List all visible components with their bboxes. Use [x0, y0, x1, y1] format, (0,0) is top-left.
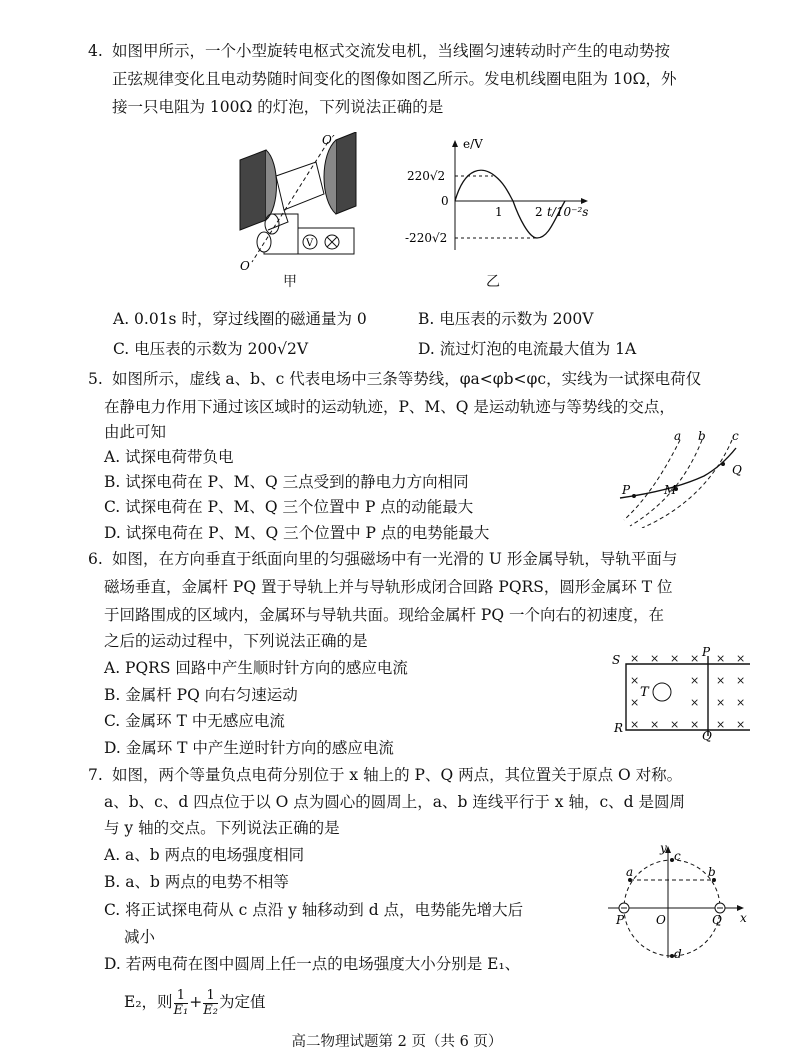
question-7-stem-line-2: a、b、c、d 四点位于以 O 点为圆心的圆周上，a、b 连线平行于 x 轴，c、d 是圆周 — [104, 793, 685, 811]
point-d-label: d — [674, 947, 682, 960]
magnetic-field-cross: × — [716, 718, 726, 731]
question-7-option-d-line-2 — [124, 984, 265, 1020]
fraction-1-over-e2 — [203, 989, 218, 1018]
point-a-label: a — [626, 865, 634, 879]
axis-label-o-prime: O′ — [322, 133, 335, 147]
fraction-1-over-e1 — [174, 989, 189, 1018]
question-5-option-c[interactable]: C. 试探电荷在 P、M、Q 三个位置中 P 点的动能最大 — [104, 498, 474, 516]
question-5-stem-line-3: 由此可知 — [104, 423, 167, 441]
fraction-2-denominator: E₂ — [203, 1002, 218, 1018]
magnetic-field-cross: × — [716, 674, 726, 687]
magnetic-field-cross: × — [650, 652, 660, 665]
origin-o-label: O — [656, 913, 666, 927]
magnetic-field-cross: × — [690, 652, 700, 665]
magnetic-field-cross: × — [670, 652, 680, 665]
emf-graph-ylabel: e/V — [463, 138, 483, 151]
question-5-number: 5. — [88, 370, 103, 388]
magnetic-field-cross: × — [736, 652, 746, 665]
emf-graph-xtick-1: 1 — [495, 205, 503, 219]
generator-figure — [228, 132, 358, 292]
point-c-label: c — [674, 849, 681, 863]
magnetic-field-cross: × — [736, 674, 746, 687]
question-7-option-b[interactable]: B. a、b 两点的电势不相等 — [104, 873, 289, 891]
voltmeter-label: V — [306, 238, 314, 249]
magnetic-field-cross: × — [690, 696, 700, 709]
magnetic-field-cross: × — [670, 718, 680, 731]
fraction-2-numerator: 1 — [203, 989, 218, 1004]
question-5-stem-line-1: 如图所示，虚线 a、b、c 代表电场中三条等势线，φa<φb<φc，实线为一试探电荷仅 — [112, 370, 702, 388]
magnetic-field-cross: × — [736, 696, 746, 709]
vertex-r-label: R — [614, 721, 624, 735]
emf-graph-xtick-2: 2 — [535, 205, 543, 219]
question-5-option-b[interactable]: B. 试探电荷在 P、M、Q 三点受到的静电力方向相同 — [104, 473, 469, 491]
question-5-option-a[interactable]: A. 试探电荷带负电 — [104, 448, 234, 466]
potential-line-b: b — [698, 429, 706, 443]
charges-circle-figure — [604, 842, 754, 960]
question-6-option-d[interactable]: D. 金属环 T 中产生逆时针方向的感应电流 — [104, 739, 394, 757]
point-p-label: P — [622, 483, 631, 497]
plus-sign: + — [189, 993, 203, 1011]
x-axis-label: x — [740, 911, 747, 925]
question-6-option-a[interactable]: A. PQRS 回路中产生顺时针方向的感应电流 — [104, 659, 408, 677]
figure-jia-caption: 甲 — [283, 274, 297, 290]
figure-yi-caption: 乙 — [486, 274, 500, 290]
emf-graph — [405, 138, 590, 258]
question-4-stem-line-2: 正弦规律变化且电动势随时间变化的图像如图乙所示。发电机线圈电阻为 10Ω，外 — [112, 70, 677, 88]
magnetic-field-cross: × — [690, 674, 700, 687]
question-4-option-b[interactable]: B. 电压表的示数为 200V — [418, 310, 594, 328]
magnetic-field-cross: × — [736, 718, 746, 731]
magnetic-field-cross: × — [716, 696, 726, 709]
charge-q-label: Q — [712, 913, 722, 927]
page-footer: 高二物理试题第 2 页（共 6 页） — [291, 1034, 503, 1050]
question-7-option-d-line-1[interactable]: D. 若两电荷在图中圆周上任一点的电场强度大小分别是 E₁、 — [104, 955, 521, 973]
fraction-1-denominator: E₁ — [173, 1002, 189, 1018]
question-7-number: 7. — [88, 766, 103, 784]
question-5-stem-line-2: 在静电力作用下通过该区域时的运动轨迹，P、M、Q 是运动轨迹与等势线的交点， — [104, 398, 675, 416]
point-m-label: M — [664, 483, 677, 497]
question-6-option-c[interactable]: C. 金属环 T 中无感应电流 — [104, 712, 285, 730]
question-4-option-d[interactable]: D. 流过灯泡的电流最大值为 1A — [418, 340, 637, 358]
question-7-option-c-line-2: 减小 — [124, 928, 156, 946]
magnetic-field-cross: × — [630, 652, 640, 665]
option-d-formula-suffix: 为定值 — [218, 993, 266, 1011]
emf-graph-xlabel: t/10⁻²s — [547, 205, 589, 219]
question-6-stem-line-1: 如图，在方向垂直于纸面向里的匀强磁场中有一光滑的 U 形金属导轨，导轨平面与 — [112, 550, 678, 568]
question-5-option-d[interactable]: D. 试探电荷在 P、M、Q 三个位置中 P 点的电势能最大 — [104, 524, 490, 542]
point-q-label: Q — [732, 463, 742, 477]
question-6-stem-line-4: 之后的运动过程中，下列说法正确的是 — [104, 632, 368, 650]
question-6-option-b[interactable]: B. 金属杆 PQ 向右匀速运动 — [104, 686, 298, 704]
point-b-label: b — [708, 865, 716, 879]
question-7-stem-line-1: 如图，两个等量负点电荷分别位于 x 轴上的 P、Q 两点，其位置关于原点 O 对称。 — [112, 766, 683, 784]
magnetic-field-cross: × — [690, 718, 700, 731]
vertex-s-label: S — [612, 653, 621, 667]
axis-label-o: O — [240, 259, 250, 273]
magnetic-field-cross: × — [716, 652, 726, 665]
question-6-number: 6. — [88, 550, 103, 568]
fraction-1-numerator: 1 — [174, 989, 189, 1004]
question-7-option-c-line-1[interactable]: C. 将正试探电荷从 c 点沿 y 轴移动到 d 点，电势能先增大后 — [104, 901, 524, 919]
emf-graph-ytick-top: 220√2 — [407, 169, 446, 183]
option-d-formula-prefix: E₂，则 — [124, 993, 173, 1011]
vertex-q-label: Q — [702, 729, 712, 742]
ring-t-label: T — [640, 685, 649, 700]
magnetic-field-cross: × — [630, 674, 640, 687]
charge-p-label: P — [616, 913, 625, 927]
y-axis-label: y — [660, 842, 667, 855]
question-6-stem-line-2: 磁场垂直，金属杆 PQ 置于导轨上并与导轨形成闭合回路 PQRS，圆形金属环 T 位 — [104, 578, 673, 596]
question-4-option-c[interactable]: C. 电压表的示数为 200√2V — [113, 340, 309, 358]
question-4-stem-line-1: 如图甲所示，一个小型旋转电枢式交流发电机，当线圈匀速转动时产生的电动势按 — [112, 42, 671, 60]
magnetic-field-cross: × — [630, 718, 640, 731]
potential-line-a: a — [674, 429, 682, 443]
question-6-stem-line-3: 于回路围成的区域内，金属环与导轨共面。现给金属杆 PQ 一个向右的初速度，在 — [104, 606, 664, 624]
u-rail-figure — [604, 646, 754, 742]
magnetic-field-cross: × — [650, 718, 660, 731]
equipotential-figure — [618, 428, 758, 528]
question-4-number: 4. — [88, 42, 103, 60]
emf-graph-ytick-zero: 0 — [441, 194, 449, 208]
potential-line-c: c — [732, 429, 739, 443]
magnetic-field-cross: × — [630, 696, 640, 709]
question-7-stem-line-3: 与 y 轴的交点。下列说法正确的是 — [104, 819, 340, 837]
emf-graph-ytick-bottom: -220√2 — [405, 231, 448, 245]
question-7-option-a[interactable]: A. a、b 两点的电场强度相同 — [104, 846, 305, 864]
question-4-option-a[interactable]: A. 0.01s 时，穿过线圈的磁通量为 0 — [113, 310, 367, 328]
question-4-stem-line-3: 接一只电阻为 100Ω 的灯泡，下列说法正确的是 — [112, 98, 444, 116]
vertex-p-label: P — [702, 646, 711, 659]
